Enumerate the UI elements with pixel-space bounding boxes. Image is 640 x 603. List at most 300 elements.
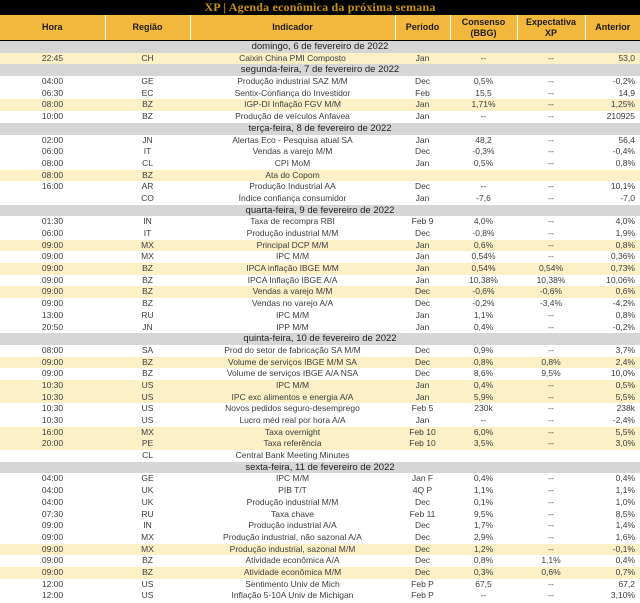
cell-periodo: Jan [395,322,450,334]
cell-consenso: 1,1% [450,485,517,497]
cell-periodo: Jan F [395,473,450,485]
cell-expectativa: -- [517,415,585,427]
cell-consenso: 15,5 [450,88,517,100]
cell-periodo: Feb 10 [395,427,450,439]
table-row [0,216,640,228]
cell-regiao: RU [105,509,190,521]
cell-periodo: Jan [395,251,450,263]
cell-anterior: 5,5% [585,392,640,404]
cell-expectativa: -- [517,310,585,322]
cell-consenso: 5,9% [450,392,517,404]
cell-hora: 07:30 [0,509,105,521]
cell-regiao: MX [105,532,190,544]
cell-periodo: Dec [395,497,450,509]
cell-expectativa: -- [517,520,585,532]
cell-regiao: MX [105,427,190,439]
cell-hora: 09:00 [0,263,105,275]
cell-expectativa: -- [517,403,585,415]
cell-regiao: BZ [105,286,190,298]
cell-consenso: -- [450,181,517,193]
cell-expectativa: -- [517,509,585,521]
cell-consenso: -- [450,415,517,427]
cell-expectativa [517,170,585,182]
cell-indicador: Volume de serviços IBGE A/A NSA [190,368,395,380]
cell-periodo: Jan [395,111,450,123]
table-row [0,485,640,497]
cell-hora: 09:00 [0,357,105,369]
cell-hora: 06:00 [0,228,105,240]
cell-periodo: Dec [395,567,450,579]
cell-regiao: GE [105,76,190,88]
table-row [0,532,640,544]
cell-consenso: 0,5% [450,158,517,170]
cell-hora: 08:00 [0,99,105,111]
table-row [0,497,640,509]
cell-indicador: Índice confiança consumidor [190,193,395,205]
cell-consenso [450,450,517,462]
cell-anterior: 0,8% [585,158,640,170]
column-header-expectativa: Expectativa XP [517,15,585,41]
cell-anterior: 0,6% [585,286,640,298]
cell-expectativa: 0,8% [517,357,585,369]
cell-anterior: 14,9 [585,88,640,100]
cell-hora: 04:00 [0,485,105,497]
cell-consenso: -0,3% [450,146,517,158]
cell-indicador: PIB T/T [190,485,395,497]
cell-consenso: 6,0% [450,427,517,439]
column-header-consenso: Consenso (BBG) [450,15,517,41]
cell-anterior: -0,4% [585,146,640,158]
column-header-hora: Hora [0,15,105,41]
cell-consenso: -0,2% [450,298,517,310]
cell-indicador: IPCA inflação IBGE M/M [190,263,395,275]
cell-periodo: Feb 11 [395,509,450,521]
table-row [0,310,640,322]
cell-consenso: 0,1% [450,497,517,509]
cell-indicador: Ata do Copom [190,170,395,182]
cell-hora: 09:00 [0,240,105,252]
table-row [0,509,640,521]
table-row [0,99,640,111]
table-row [0,544,640,556]
agenda-table [0,14,640,602]
cell-periodo: Jan [395,193,450,205]
cell-expectativa: -- [517,427,585,439]
cell-anterior: -0,1% [585,544,640,556]
cell-consenso: 2,9% [450,532,517,544]
cell-regiao: BZ [105,357,190,369]
cell-regiao: EC [105,88,190,100]
cell-regiao: BZ [105,275,190,287]
cell-anterior: 56,4 [585,135,640,147]
cell-indicador: Volume de serviços IBGE M/M SA [190,357,395,369]
cell-regiao: CL [105,450,190,462]
cell-expectativa: 0,6% [517,567,585,579]
cell-anterior: 8,5% [585,509,640,521]
cell-expectativa: -- [517,135,585,147]
cell-indicador: Produção industrial, sazonal M/M [190,544,395,556]
cell-regiao: CO [105,193,190,205]
cell-consenso: 0,8% [450,555,517,567]
cell-anterior: 0,7% [585,567,640,579]
cell-regiao: US [105,380,190,392]
day-section-row [0,64,640,76]
cell-hora: 09:00 [0,368,105,380]
cell-periodo: Feb P [395,590,450,602]
cell-hora: 04:00 [0,473,105,485]
cell-consenso: 3,5% [450,438,517,450]
cell-regiao: BZ [105,567,190,579]
cell-indicador: Sentix-Confiança do Investidor [190,88,395,100]
cell-consenso: 0,5% [450,76,517,88]
cell-anterior: -0,2% [585,76,640,88]
cell-indicador: Central Bank Meeting Minutes [190,450,395,462]
cell-hora: 09:00 [0,275,105,287]
cell-anterior: 10,1% [585,181,640,193]
cell-anterior: 1,25% [585,99,640,111]
cell-consenso [450,170,517,182]
cell-consenso: 0,4% [450,380,517,392]
cell-hora: 09:00 [0,532,105,544]
cell-periodo: Feb 5 [395,403,450,415]
cell-periodo: Dec [395,286,450,298]
column-header-indicador: Indicador [190,15,395,41]
cell-indicador: IPCA Inflação IBGE A/A [190,275,395,287]
cell-regiao: GE [105,473,190,485]
cell-regiao: BZ [105,170,190,182]
cell-periodo: Dec [395,520,450,532]
cell-indicador: Taxa referência [190,438,395,450]
cell-periodo: Dec [395,181,450,193]
cell-hora: 09:00 [0,544,105,556]
cell-consenso: 10,38% [450,275,517,287]
cell-indicador: Prod do setor de fabricação SA M/M [190,345,395,357]
cell-anterior: 1,9% [585,228,640,240]
cell-expectativa: -- [517,438,585,450]
cell-expectativa: -- [517,146,585,158]
cell-hora: 08:00 [0,170,105,182]
cell-periodo: Dec [395,146,450,158]
cell-consenso: 0,6% [450,240,517,252]
cell-hora: 10:30 [0,415,105,427]
cell-periodo: Dec [395,357,450,369]
cell-anterior: 1,1% [585,485,640,497]
cell-expectativa: -- [517,590,585,602]
cell-consenso: -- [450,590,517,602]
cell-regiao: US [105,579,190,591]
cell-periodo: Jan [395,415,450,427]
cell-indicador: Taxa de recompra RBI [190,216,395,228]
cell-hora: 20:00 [0,438,105,450]
day-section-row [0,333,640,345]
cell-indicador: Produção industrial M/M [190,228,395,240]
cell-regiao: BZ [105,555,190,567]
table-row [0,286,640,298]
cell-regiao: CL [105,158,190,170]
cell-indicador: Vendas a varejo M/M [190,286,395,298]
cell-periodo: Jan [395,380,450,392]
day-section-label: terça-feira, 8 de fevereiro de 2022 [0,123,640,135]
cell-regiao: IT [105,146,190,158]
day-section-row [0,462,640,474]
cell-anterior: -2,4% [585,415,640,427]
cell-periodo: Dec [395,368,450,380]
cell-regiao: MX [105,251,190,263]
cell-hora: 20:50 [0,322,105,334]
cell-consenso: 1,1% [450,310,517,322]
table-row [0,590,640,602]
table-row [0,275,640,287]
table-row [0,427,640,439]
cell-periodo [395,450,450,462]
cell-anterior: -7,0 [585,193,640,205]
cell-periodo: Dec [395,228,450,240]
cell-regiao: BZ [105,99,190,111]
cell-anterior: 210925 [585,111,640,123]
cell-periodo: Dec [395,532,450,544]
cell-periodo: Jan [395,240,450,252]
column-header-periodo: Período [395,15,450,41]
cell-consenso: 0,9% [450,345,517,357]
cell-indicador: Produção Industrial AA [190,181,395,193]
cell-expectativa: -- [517,193,585,205]
cell-hora: 09:00 [0,555,105,567]
cell-anterior: 0,36% [585,251,640,263]
cell-indicador: Produção industrial SAZ M/M [190,76,395,88]
cell-indicador: Produção industrial M/M [190,497,395,509]
cell-indicador: Produção industrial A/A [190,520,395,532]
cell-anterior: 3,7% [585,345,640,357]
table-row [0,228,640,240]
cell-consenso: 0,54% [450,251,517,263]
cell-consenso: -0,6% [450,286,517,298]
cell-consenso: -0,8% [450,228,517,240]
table-row [0,357,640,369]
cell-anterior: 0,73% [585,263,640,275]
cell-indicador: Produção de veículos Anfavea [190,111,395,123]
cell-consenso: 0,3% [450,567,517,579]
cell-periodo: Jan [395,310,450,322]
cell-expectativa: -- [517,485,585,497]
table-row [0,251,640,263]
cell-regiao: JN [105,135,190,147]
cell-indicador: Produção industrial, não sazonal A/A [190,532,395,544]
cell-hora: 22:45 [0,53,105,65]
cell-indicador: Taxa chave [190,509,395,521]
cell-consenso: 48,2 [450,135,517,147]
table-row [0,170,640,182]
cell-expectativa: -- [517,240,585,252]
cell-expectativa: -- [517,579,585,591]
table-row [0,158,640,170]
cell-anterior: 0,4% [585,555,640,567]
table-row [0,473,640,485]
cell-expectativa: -- [517,392,585,404]
cell-regiao: PE [105,438,190,450]
cell-hora: 12:00 [0,579,105,591]
cell-indicador: Inflação 5-10A Univ de Michigan [190,590,395,602]
cell-expectativa: -- [517,111,585,123]
column-header-anterior: Anterior [585,15,640,41]
cell-periodo: Feb P [395,579,450,591]
cell-regiao: US [105,392,190,404]
cell-indicador: IGP-DI Inflação FGV M/M [190,99,395,111]
cell-anterior [585,170,640,182]
cell-periodo: Dec [395,555,450,567]
cell-expectativa: -- [517,251,585,263]
cell-hora: 10:30 [0,403,105,415]
cell-anterior: 3,10% [585,590,640,602]
cell-anterior: 53,0 [585,53,640,65]
cell-regiao: BZ [105,263,190,275]
cell-hora: 01:30 [0,216,105,228]
cell-expectativa: -- [517,88,585,100]
day-section-row [0,205,640,217]
cell-indicador: IPP M/M [190,322,395,334]
cell-expectativa: -- [517,158,585,170]
cell-expectativa: 1,1% [517,555,585,567]
cell-hora: 04:00 [0,497,105,509]
column-header-regiao: Região [105,15,190,41]
cell-indicador: IPC M/M [190,310,395,322]
cell-hora: 08:00 [0,345,105,357]
agenda-body [0,41,640,603]
cell-hora: 09:00 [0,286,105,298]
cell-anterior: 10,06% [585,275,640,287]
cell-indicador: Sentimento Univ de Mich [190,579,395,591]
cell-consenso: -7,6 [450,193,517,205]
cell-anterior: -4,2% [585,298,640,310]
cell-periodo: Jan [395,135,450,147]
day-section-label: sexta-feira, 11 de fevereiro de 2022 [0,462,640,474]
cell-consenso: -- [450,111,517,123]
cell-regiao: UK [105,485,190,497]
cell-consenso: 0,4% [450,473,517,485]
cell-indicador: Vendas no varejo A/A [190,298,395,310]
cell-hora: 13:00 [0,310,105,322]
cell-expectativa: -3,4% [517,298,585,310]
cell-hora: 10:30 [0,392,105,404]
cell-anterior: 3,0% [585,438,640,450]
cell-indicador: IPC M/M [190,251,395,263]
cell-periodo [395,170,450,182]
cell-expectativa: -- [517,544,585,556]
cell-periodo: Jan [395,392,450,404]
cell-indicador: Principal DCP M/M [190,240,395,252]
cell-regiao: BZ [105,368,190,380]
cell-expectativa: -- [517,216,585,228]
table-row [0,392,640,404]
table-row [0,53,640,65]
cell-anterior: 2,4% [585,357,640,369]
cell-indicador: IPC M/M [190,473,395,485]
cell-periodo: Jan [395,275,450,287]
cell-hora: 06:30 [0,88,105,100]
cell-anterior: 1,0% [585,497,640,509]
table-row [0,263,640,275]
cell-periodo: Jan [395,53,450,65]
cell-anterior: 4,0% [585,216,640,228]
cell-anterior: 0,4% [585,473,640,485]
cell-expectativa: -- [517,228,585,240]
table-row [0,438,640,450]
cell-expectativa: 10,38% [517,275,585,287]
cell-consenso: 1,71% [450,99,517,111]
column-header-row [0,15,640,41]
table-row [0,403,640,415]
cell-regiao: US [105,415,190,427]
cell-hora: 09:00 [0,298,105,310]
cell-expectativa: -0,6% [517,286,585,298]
cell-regiao: CH [105,53,190,65]
cell-expectativa: 9,5% [517,368,585,380]
cell-periodo: Jan [395,99,450,111]
cell-expectativa: -- [517,76,585,88]
cell-regiao: MX [105,544,190,556]
cell-anterior: 0,5% [585,380,640,392]
cell-anterior: 0,8% [585,240,640,252]
day-section-label: segunda-feira, 7 de fevereiro de 2022 [0,64,640,76]
cell-consenso: 1,2% [450,544,517,556]
cell-hora: 06:00 [0,146,105,158]
day-section-label: quarta-feira, 9 de fevereiro de 2022 [0,205,640,217]
cell-consenso: 230k [450,403,517,415]
cell-consenso: 1,7% [450,520,517,532]
cell-anterior: 10,0% [585,368,640,380]
cell-anterior: 238k [585,403,640,415]
cell-periodo: Feb 9 [395,216,450,228]
cell-hora: 02:00 [0,135,105,147]
table-row [0,146,640,158]
cell-hora: 12:00 [0,590,105,602]
cell-regiao: RU [105,310,190,322]
cell-anterior: -0,2% [585,322,640,334]
cell-expectativa: -- [517,53,585,65]
cell-consenso: 0,8% [450,357,517,369]
cell-periodo: Feb [395,88,450,100]
day-section-label: domingo, 6 de fevereiro de 2022 [0,41,640,53]
cell-hora: 08:00 [0,158,105,170]
cell-indicador: Atividade econômica M/M [190,567,395,579]
table-row [0,567,640,579]
table-row [0,181,640,193]
cell-regiao: US [105,403,190,415]
cell-periodo: Jan [395,263,450,275]
cell-expectativa: -- [517,473,585,485]
cell-consenso: 0,4% [450,322,517,334]
cell-periodo: Dec [395,298,450,310]
cell-regiao: AR [105,181,190,193]
cell-regiao: IT [105,228,190,240]
cell-indicador: CPI MoM [190,158,395,170]
cell-expectativa: -- [517,322,585,334]
cell-indicador: IPC M/M [190,380,395,392]
table-row [0,135,640,147]
cell-expectativa: -- [517,181,585,193]
cell-regiao: SA [105,345,190,357]
cell-regiao: BZ [105,111,190,123]
table-row [0,193,640,205]
cell-hora: 09:00 [0,520,105,532]
cell-periodo: Dec [395,76,450,88]
table-row [0,368,640,380]
cell-indicador: Atividade econômica A/A [190,555,395,567]
cell-hora: 04:00 [0,76,105,88]
table-row [0,520,640,532]
table-row [0,345,640,357]
cell-regiao: UK [105,497,190,509]
cell-indicador: Taxa overnight [190,427,395,439]
